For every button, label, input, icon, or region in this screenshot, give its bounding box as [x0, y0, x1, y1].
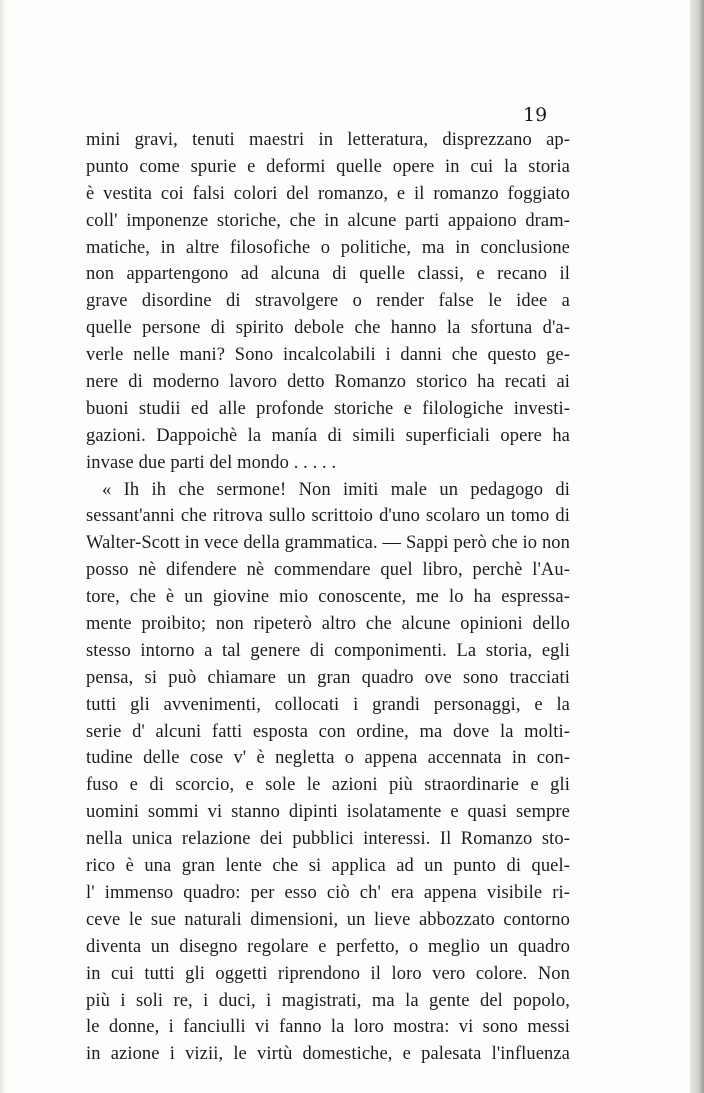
text-line: posso nè difendere nè commendare quel libro, perchè l'Au-: [86, 560, 570, 581]
text-line: rico è una gran lente che si applica ad un punto di quel-: [86, 856, 570, 877]
text-line: più i soli re, i duci, i magistrati, ma la gente del popolo,: [86, 990, 570, 1011]
text-line: mente proibito; non ripeterò altro che alcune opinioni dello: [86, 614, 570, 635]
text-line: pensa, si può chiamare un gran quadro ove sono tracciati: [86, 667, 570, 688]
text-line: è vestita coi falsi colori del romanzo, e il romanzo foggiato: [86, 183, 570, 204]
page-number: 19: [523, 104, 548, 126]
text-line: verle nelle mani? Sono incalcolabili i danni che questo ge-: [86, 345, 570, 366]
text-line: diventa un disegno regolare e perfetto, o meglio un quadro: [86, 936, 570, 957]
text-line: Walter-Scott in vece della grammatica. — Sappi però che io non: [86, 533, 570, 554]
text-line: l' immenso quadro: per esso ciò ch' era appena visibile ri-: [86, 882, 570, 903]
text-line: buoni studii ed alle profonde storiche e filologiche investi-: [86, 398, 570, 419]
text-line: tutti gli avvenimenti, collocati i grandi personaggi, e la: [86, 694, 570, 715]
text-line: gazioni. Dappoichè la manía di simili superficiali opere ha: [86, 425, 570, 446]
text-line: punto come spurie e deformi quelle opere in cui la storia: [86, 156, 570, 177]
text-line: matiche, in altre filosofiche o politiche, ma in conclusione: [86, 237, 570, 258]
text-line: serie d' alcuni fatti esposta con ordine, ma dove la molti-: [86, 721, 570, 742]
text-line: stesso intorno a tal genere di componimenti. La storia, egli: [86, 640, 570, 661]
text-line: uomini sommi vi stanno dipinti isolatamente e quasi sempre: [86, 802, 570, 823]
text-line: quelle persone di spirito debole che hanno la sfortuna d'a-: [86, 318, 570, 339]
text-line: nere di moderno lavoro detto Romanzo storico ha recati ai: [86, 372, 570, 393]
text-line: coll' imponenze storiche, che in alcune parti appaiono dram-: [86, 210, 570, 231]
text-line: fuso e di scorcio, e sole le azioni più straordinarie e gli: [86, 775, 570, 796]
page-edge-shadow-left: [0, 0, 6, 1093]
text-line: in azione i vizii, le virtù domestiche, e palesata l'influenza: [86, 1044, 570, 1065]
text-line: grave disordine di stravolgere o render false le idee a: [86, 291, 570, 312]
text-line: in cui tutti gli oggetti riprendono il loro vero colore. Non: [86, 963, 570, 984]
text-line: sessant'anni che ritrova sullo scrittoio d'uno scolaro un tomo di: [86, 506, 570, 527]
text-line: le donne, i fanciulli vi fanno la loro mostra: vi sono messi: [86, 1017, 570, 1038]
body-text: [86, 127, 570, 1068]
paragraph-start-line: « Ih ih che sermone! Non imiti male un pedagogo di: [102, 479, 570, 500]
text-line: tore, che è un giovine mio conoscente, me lo ha espressa-: [86, 587, 570, 608]
text-line: non appartengono ad alcuna di quelle classi, e recano il: [86, 264, 570, 285]
text-line: nella unica relazione dei pubblici interessi. Il Romanzo sto-: [86, 829, 570, 850]
text-line: mini gravi, tenuti maestri in letteratura, disprezzano ap-: [86, 130, 570, 150]
text-line: ceve le sue naturali dimensioni, un lieve abbozzato contorno: [86, 909, 570, 930]
paragraph-end-line: invase due parti del mondo . . . . .: [86, 452, 337, 473]
text-line: tudine delle cose v' è negletta o appena accennata in con-: [86, 748, 570, 769]
page-edge-shadow-right: [690, 0, 704, 1093]
